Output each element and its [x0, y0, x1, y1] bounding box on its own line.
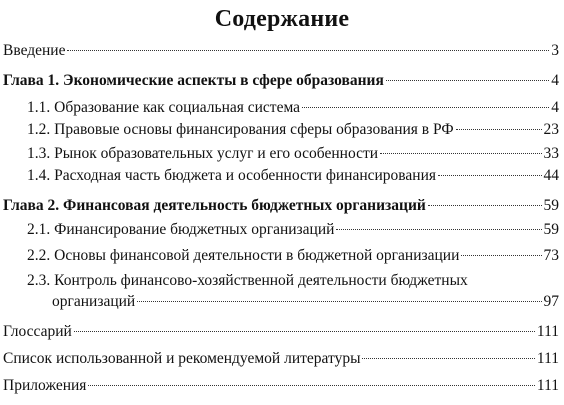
- toc-leader-dots: [137, 301, 541, 302]
- toc-leader-dots: [456, 129, 542, 130]
- toc-entry-text: Глава 2. Финансовая деятельность бюджетных организаций: [3, 197, 426, 214]
- toc-entry-text: Приложения: [3, 377, 87, 394]
- toc-page-number: 4: [551, 99, 559, 116]
- toc-page-number: 44: [543, 167, 559, 184]
- toc-title: Содержание: [214, 6, 350, 32]
- toc-entry-2-3-line1: 2.3. Контроль финансово-хозяйственной деятельности бюджетных: [27, 272, 468, 289]
- toc-page-number: 23: [543, 121, 559, 138]
- toc-leader-dots: [386, 80, 549, 81]
- toc-entry-introduction: [3, 41, 559, 60]
- toc-entry-text: 1.3. Рынок образовательных услуг и его особенности: [27, 145, 379, 162]
- toc-entry-2-2: [27, 246, 559, 265]
- toc-entry-text: 2.2. Основы финансовой деятельности в бюджетной организации: [27, 247, 460, 264]
- toc-leader-dots: [362, 358, 534, 359]
- toc-leader-dots: [428, 205, 542, 206]
- toc-entry-text: Введение: [3, 42, 66, 59]
- toc-leader-dots: [67, 50, 549, 51]
- toc-entry-text: Глава 1. Экономические аспекты в сфере образования: [3, 72, 384, 89]
- toc-page-number: 111: [536, 323, 559, 340]
- toc-entry-chapter-1: [3, 71, 559, 90]
- toc-entry-text: 1.2. Правовые основы финансирования сферы образования в РФ: [27, 121, 454, 138]
- toc-page-number: 111: [536, 350, 559, 367]
- toc-leader-dots: [74, 331, 535, 332]
- toc-page-number: 73: [543, 247, 559, 264]
- toc-entry-1-1: [27, 98, 559, 117]
- toc-page-number: 59: [543, 221, 559, 238]
- toc-entry-text: Список использованной и рекомендуемой литературы: [3, 350, 361, 367]
- toc-leader-dots: [461, 255, 541, 256]
- toc-leader-dots: [438, 175, 541, 176]
- toc-entry-text: организаций: [52, 293, 136, 310]
- toc-page-number: 111: [536, 377, 559, 394]
- toc-page-number: 4: [551, 72, 559, 89]
- toc-leader-dots: [88, 385, 534, 386]
- toc-entry-text: 1.1. Образование как социальная система: [27, 99, 301, 116]
- toc-entry-1-3: [27, 144, 559, 163]
- toc-entry-appendices: [3, 376, 559, 395]
- toc-entry-chapter-2: [3, 196, 559, 215]
- toc-entry-1-4: [27, 166, 559, 185]
- toc-entry-text: 1.4. Расходная часть бюджета и особенности финансирования: [27, 167, 437, 184]
- toc-entry-1-2: [27, 120, 559, 139]
- toc-page-number: 33: [543, 145, 559, 162]
- toc-leader-dots: [302, 107, 549, 108]
- toc-entry-glossary: [3, 322, 559, 341]
- toc-entry-bibliography: [3, 349, 559, 368]
- toc-leader-dots: [336, 229, 541, 230]
- toc-page-number: 3: [551, 42, 559, 59]
- toc-entry-text: 2.1. Финансирование бюджетных организаций: [27, 221, 335, 238]
- toc-entry-2-1: [27, 220, 559, 239]
- toc-entry-2-3: [52, 292, 559, 311]
- toc-entry-text: Глоссарий: [3, 323, 72, 340]
- toc-page-number: 97: [543, 293, 559, 310]
- toc-page-number: 59: [543, 197, 559, 214]
- toc-leader-dots: [380, 153, 541, 154]
